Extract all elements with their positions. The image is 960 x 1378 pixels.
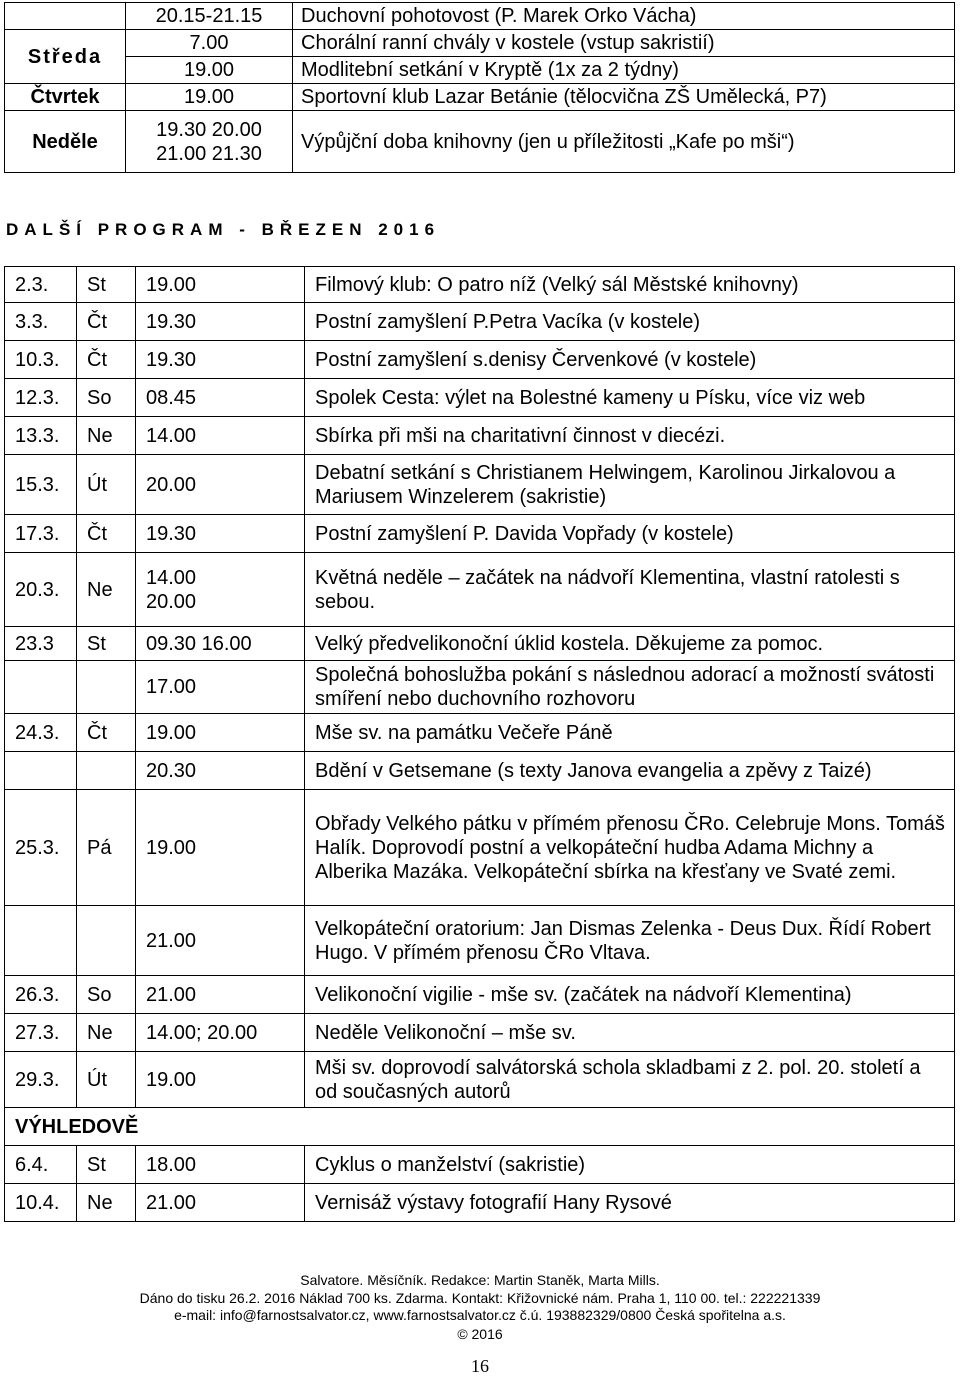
footer-line: Salvatore. Měsíčník. Redakce: Martin Staněk, Marta Mills. — [300, 1272, 660, 1288]
event-cell: Cyklus o manželství (sakristie) — [305, 1146, 955, 1184]
page-number: 16 — [471, 1356, 489, 1376]
table-row — [5, 1052, 955, 1108]
event-cell: Společná bohoslužba pokání s následnou adorací a možností svátosti smíření nebo duchovního rozhovoru — [305, 661, 955, 714]
table-row — [5, 3, 955, 30]
date-cell: 13.3. — [5, 417, 77, 455]
table-row — [5, 1146, 955, 1184]
event-cell: Bdění v Getsemane (s texty Janova evangelia a zpěvy z Taizé) — [305, 752, 955, 790]
weekday-cell: Ne — [77, 1014, 136, 1052]
regular-schedule-table — [4, 2, 955, 173]
weekday-cell: St — [77, 1146, 136, 1184]
table-row — [5, 906, 955, 976]
table-row — [5, 379, 955, 417]
weekday-cell: Čt — [77, 341, 136, 379]
weekday-cell: Čt — [77, 303, 136, 341]
footer-line: Dáno do tisku 26.2. 2016 Náklad 700 ks. Zdarma. Kontakt: Křižovnické nám. Praha 1, 110 00. tel.: 222221339 — [139, 1290, 821, 1306]
table-row — [5, 1184, 955, 1222]
table-row — [5, 752, 955, 790]
date-cell: 6.4. — [5, 1146, 77, 1184]
date-cell: 24.3. — [5, 714, 77, 752]
date-cell: 25.3. — [5, 790, 77, 906]
time-cell: 19.00 — [136, 267, 305, 303]
time-cell: 09.30 16.00 — [136, 627, 305, 661]
section-heading: DALŠÍ PROGRAM - BŘEZEN 2016 — [6, 220, 441, 239]
time-cell: 19.00 — [126, 57, 293, 84]
date-cell: 10.3. — [5, 341, 77, 379]
date-cell: 20.3. — [5, 553, 77, 627]
weekday-cell — [77, 661, 136, 714]
date-cell — [5, 752, 77, 790]
event-cell: Výpůjční doba knihovny (jen u příležitosti „Kafe po mši“) — [293, 111, 955, 173]
table-row — [5, 267, 955, 303]
time-cell — [126, 111, 293, 173]
event-cell: Spolek Cesta: výlet na Bolestné kameny u Písku, více viz web — [305, 379, 955, 417]
time-cell: 19.00 — [126, 84, 293, 111]
date-cell — [5, 661, 77, 714]
time-cell: 14.00; 20.00 — [136, 1014, 305, 1052]
table-row — [5, 111, 955, 173]
time-cell: 21.00 — [136, 1184, 305, 1222]
table-row — [5, 790, 955, 906]
date-cell: 3.3. — [5, 303, 77, 341]
date-cell: 29.3. — [5, 1052, 77, 1108]
event-cell: Velikonoční vigilie - mše sv. (začátek na nádvoří Klementina) — [305, 976, 955, 1014]
weekday-cell: Ne — [77, 553, 136, 627]
day-cell: Středa — [5, 30, 126, 84]
time-cell: 19.00 — [136, 714, 305, 752]
date-cell: 15.3. — [5, 455, 77, 515]
time-cell: 14.00 — [136, 417, 305, 455]
table-row — [5, 303, 955, 341]
date-cell: 2.3. — [5, 267, 77, 303]
time-line: 19.30 20.00 — [156, 118, 262, 141]
date-cell: 27.3. — [5, 1014, 77, 1052]
table-row — [5, 341, 955, 379]
event-cell: Mši sv. doprovodí salvátorská schola skladbami z 2. pol. 20. století a od současných autorů — [305, 1052, 955, 1108]
event-cell: Neděle Velikonoční – mše sv. — [305, 1014, 955, 1052]
weekday-cell: Ne — [77, 417, 136, 455]
event-cell: Vernisáž výstavy fotografií Hany Rysové — [305, 1184, 955, 1222]
outlook-label: VÝHLEDOVĚ — [5, 1108, 955, 1146]
table-row — [5, 627, 955, 661]
weekday-cell: Út — [77, 1052, 136, 1108]
time-cell: 19.00 — [136, 790, 305, 906]
time-line: 21.00 21.30 — [156, 142, 262, 165]
table-row — [5, 553, 955, 627]
event-cell: Postní zamyšlení P.Petra Vacíka (v kostele) — [305, 303, 955, 341]
footer-line: e-mail: info@farnostsalvator.cz, www.farnostsalvator.cz č.ú. 193882329/0800 Česká spořitelna a.s. — [174, 1307, 786, 1323]
table-row — [5, 455, 955, 515]
date-cell: 12.3. — [5, 379, 77, 417]
event-cell: Postní zamyšlení s.denisy Červenkové (v kostele) — [305, 341, 955, 379]
weekday-cell: Pá — [77, 790, 136, 906]
event-cell: Debatní setkání s Christianem Helwingem, Karolinou Jirkalovou a Mariusem Winzelerem (sakristie) — [305, 455, 955, 515]
weekday-cell — [77, 906, 136, 976]
date-cell — [5, 906, 77, 976]
table-row — [5, 1014, 955, 1052]
time-cell: 18.00 — [136, 1146, 305, 1184]
date-cell: 17.3. — [5, 515, 77, 553]
event-cell: Duchovní pohotovost (P. Marek Orko Vácha) — [293, 3, 955, 30]
weekday-cell — [77, 752, 136, 790]
weekday-cell: So — [77, 379, 136, 417]
event-cell: Chorální ranní chvály v kostele (vstup sakristií) — [293, 30, 955, 57]
time-cell: 21.00 — [136, 976, 305, 1014]
event-cell: Filmový klub: O patro níž (Velký sál Městské knihovny) — [305, 267, 955, 303]
table-row — [5, 30, 955, 57]
table-row — [5, 661, 955, 714]
weekday-cell: So — [77, 976, 136, 1014]
time-cell: 7.00 — [126, 30, 293, 57]
event-cell: Velký předvelikonoční úklid kostela. Děkujeme za pomoc. — [305, 627, 955, 661]
event-cell: Velkopáteční oratorium: Jan Dismas Zelenka - Deus Dux. Řídí Robert Hugo. V přímém přenosu ČRo Vltava. — [305, 906, 955, 976]
copyright: © 2016 — [457, 1326, 503, 1342]
event-cell: Mše sv. na památku Večeře Páně — [305, 714, 955, 752]
event-cell: Květná neděle – začátek na nádvoří Klementina, vlastní ratolesti s sebou. — [305, 553, 955, 627]
program-table — [4, 266, 955, 1222]
outlook-row — [5, 1108, 955, 1146]
time-cell: 21.00 — [136, 906, 305, 976]
time-cell: 19.00 — [136, 1052, 305, 1108]
day-cell — [5, 3, 126, 30]
time-cell: 08.45 — [136, 379, 305, 417]
date-cell: 23.3 — [5, 627, 77, 661]
event-cell: Sbírka při mši na charitativní činnost v diecézi. — [305, 417, 955, 455]
weekday-cell: Út — [77, 455, 136, 515]
table-row — [5, 714, 955, 752]
event-cell: Obřady Velkého pátku v přímém přenosu ČRo. Celebruje Mons. Tomáš Halík. Doprovodí postní a velkopáteční hudba Adama Michny a Alberika Mazáka. Velkopáteční sbírka na křesťany ve Svaté zemi. — [305, 790, 955, 906]
table-row — [5, 57, 955, 84]
time-cell: 19.30 — [136, 303, 305, 341]
weekday-cell: St — [77, 627, 136, 661]
time-cell: 19.30 — [136, 341, 305, 379]
time-cell: 20.00 — [136, 455, 305, 515]
weekday-cell: Ne — [77, 1184, 136, 1222]
day-cell: Čtvrtek — [5, 84, 126, 111]
time-cell: 20.15-21.15 — [126, 3, 293, 30]
date-cell: 26.3. — [5, 976, 77, 1014]
table-row — [5, 515, 955, 553]
weekday-cell: Čt — [77, 515, 136, 553]
day-cell: Neděle — [5, 111, 126, 173]
event-cell: Modlitební setkání v Kryptě (1x za 2 týdny) — [293, 57, 955, 84]
time-cell: 20.30 — [136, 752, 305, 790]
table-row — [5, 84, 955, 111]
time-cell: 17.00 — [136, 661, 305, 714]
time-cell: 14.00 20.00 — [136, 553, 305, 627]
table-row — [5, 417, 955, 455]
time-cell: 19.30 — [136, 515, 305, 553]
event-cell: Postní zamyšlení P. Davida Vopřady (v kostele) — [305, 515, 955, 553]
date-cell: 10.4. — [5, 1184, 77, 1222]
weekday-cell: Čt — [77, 714, 136, 752]
weekday-cell: St — [77, 267, 136, 303]
table-row — [5, 976, 955, 1014]
event-cell: Sportovní klub Lazar Betánie (tělocvična ZŠ Umělecká, P7) — [293, 84, 955, 111]
